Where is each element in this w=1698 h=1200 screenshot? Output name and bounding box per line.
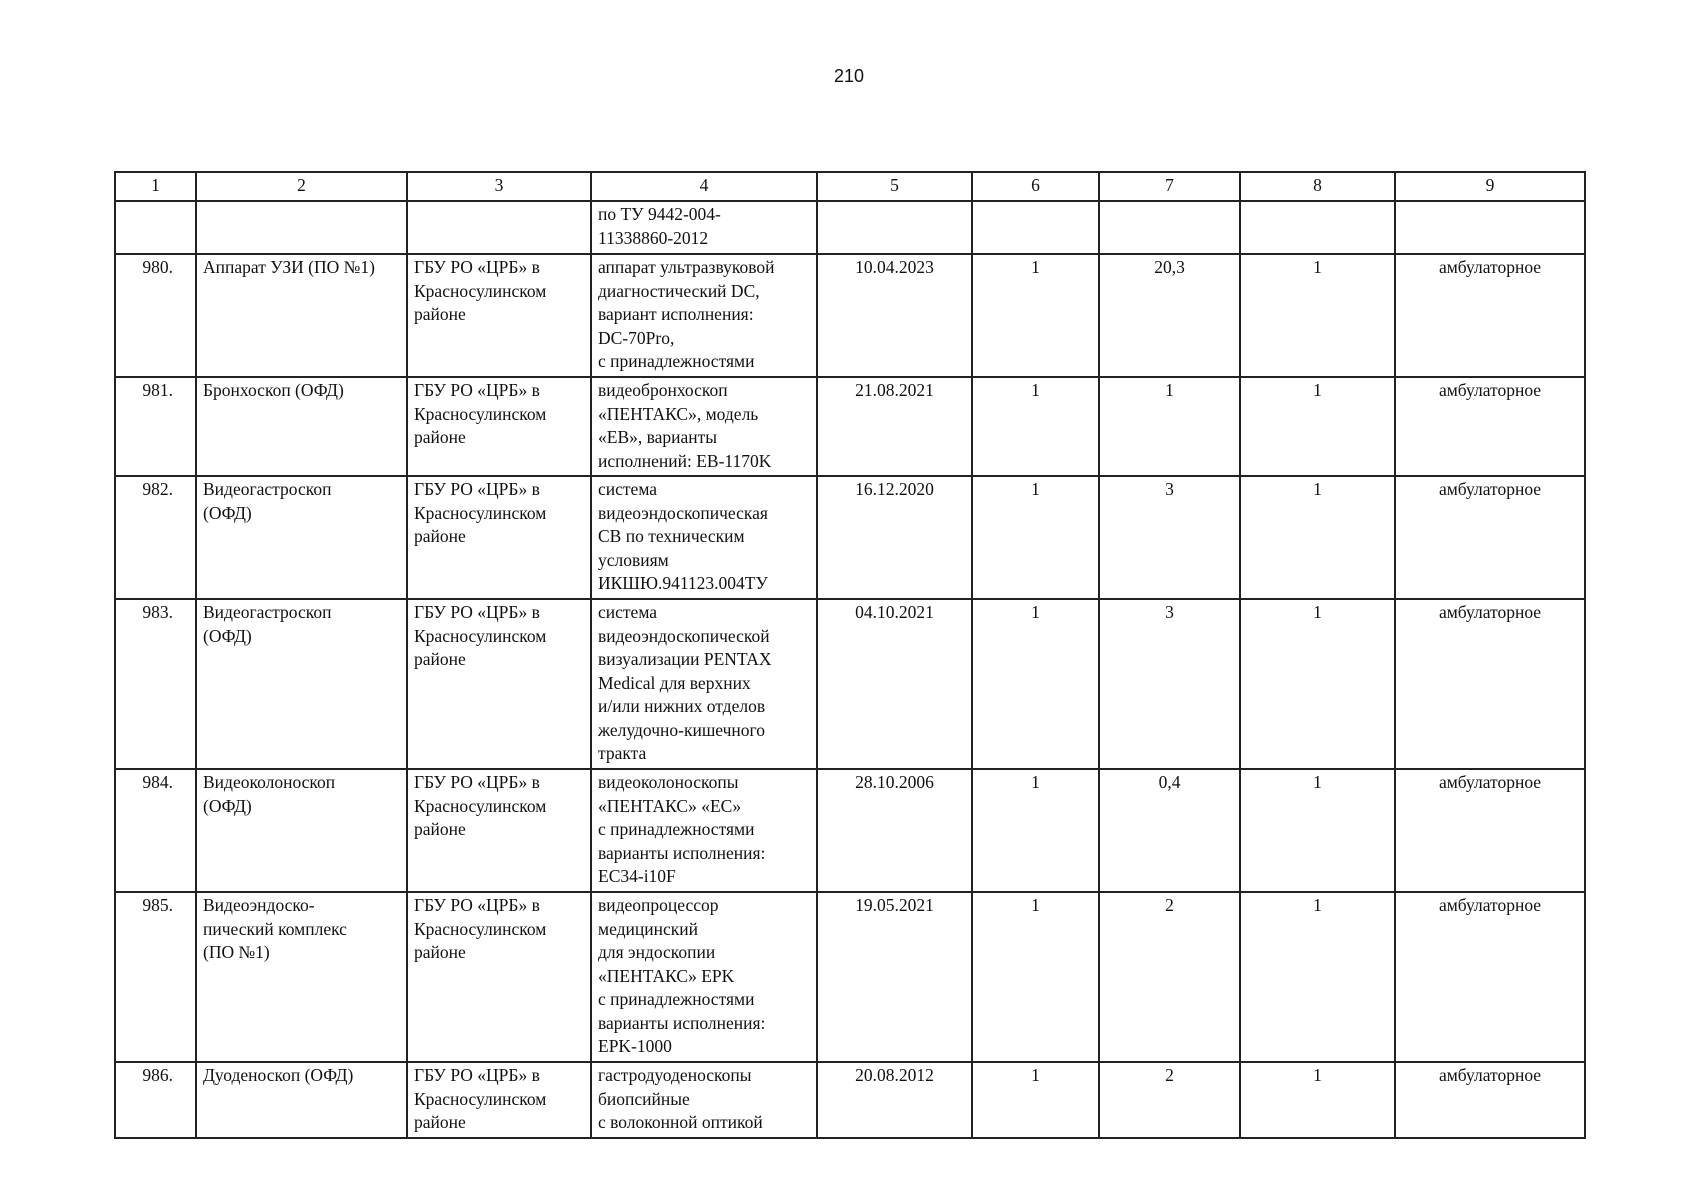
table-row: [115, 201, 1585, 254]
row-number: 986.: [115, 1062, 196, 1138]
equipment-name: Бронхоскоп (ОФД): [196, 377, 407, 476]
table-row: [115, 254, 1585, 377]
equipment-name: Видеогастроскоп (ОФД): [196, 599, 407, 769]
column-7-cell: 3: [1099, 476, 1240, 599]
date-cell: 10.04.2023: [817, 254, 972, 377]
date-cell: 04.10.2021: [817, 599, 972, 769]
column-6-cell: 1: [972, 1062, 1099, 1138]
equipment-description: по ТУ 9442-004- 11338860-2012: [591, 201, 817, 254]
column-header: 6: [972, 172, 1099, 201]
equipment-name: Дуоденоскоп (ОФД): [196, 1062, 407, 1138]
column-7-cell: 3: [1099, 599, 1240, 769]
care-type-cell: амбулаторное: [1395, 599, 1585, 769]
date-cell: [817, 201, 972, 254]
date-cell: 20.08.2012: [817, 1062, 972, 1138]
column-6-cell: 1: [972, 254, 1099, 377]
column-6-cell: 1: [972, 377, 1099, 476]
equipment-description: система видеоэндоскопическая CB по техническим условиям ИКШЮ.941123.004ТУ: [591, 476, 817, 599]
column-7-cell: [1099, 201, 1240, 254]
column-6-cell: 1: [972, 892, 1099, 1062]
column-header: 9: [1395, 172, 1585, 201]
column-8-cell: 1: [1240, 769, 1395, 892]
column-8-cell: 1: [1240, 254, 1395, 377]
organization: ГБУ РО «ЦРБ» в Красносулинском районе: [407, 1062, 591, 1138]
equipment-description: гастродуоденоскопы биопсийные с волоконной оптикой: [591, 1062, 817, 1138]
care-type-cell: амбулаторное: [1395, 1062, 1585, 1138]
column-header: 7: [1099, 172, 1240, 201]
organization: ГБУ РО «ЦРБ» в Красносулинском районе: [407, 377, 591, 476]
column-8-cell: [1240, 201, 1395, 254]
organization: ГБУ РО «ЦРБ» в Красносулинском районе: [407, 476, 591, 599]
page-number: 210: [833, 66, 865, 86]
column-6-cell: 1: [972, 769, 1099, 892]
date-cell: 16.12.2020: [817, 476, 972, 599]
column-6-cell: [972, 201, 1099, 254]
column-7-cell: 1: [1099, 377, 1240, 476]
equipment-description: видеобронхоскоп «ПЕНТАКС», модель «EB», варианты исполнений: EB-1170K: [591, 377, 817, 476]
equipment-description: видеоколоноскопы «ПЕНТАКС» «EC» с принадлежностями варианты исполнения: EC34-i10F: [591, 769, 817, 892]
equipment-name: Видеоэндоско- пический комплекс (ПО №1): [196, 892, 407, 1062]
column-header: 5: [817, 172, 972, 201]
table-row: [115, 599, 1585, 769]
table-row: [115, 1062, 1585, 1138]
equipment-table: [114, 171, 1586, 1139]
column-header: 8: [1240, 172, 1395, 201]
column-6-cell: 1: [972, 476, 1099, 599]
organization: ГБУ РО «ЦРБ» в Красносулинском районе: [407, 254, 591, 377]
date-cell: 28.10.2006: [817, 769, 972, 892]
column-7-cell: 2: [1099, 1062, 1240, 1138]
equipment-name: Видеоколоноскоп (ОФД): [196, 769, 407, 892]
equipment-name: Аппарат УЗИ (ПО №1): [196, 254, 407, 377]
table-row: [115, 892, 1585, 1062]
table-row: [115, 769, 1585, 892]
column-header: 4: [591, 172, 817, 201]
row-number: 983.: [115, 599, 196, 769]
column-6-cell: 1: [972, 599, 1099, 769]
column-7-cell: 20,3: [1099, 254, 1240, 377]
column-8-cell: 1: [1240, 892, 1395, 1062]
equipment-description: система видеоэндоскопической визуализации PENTAX Medical для верхних и/или нижних отделов желудочно-кишечного тракта: [591, 599, 817, 769]
organization: [407, 201, 591, 254]
column-7-cell: 0,4: [1099, 769, 1240, 892]
table-row: [115, 377, 1585, 476]
column-8-cell: 1: [1240, 476, 1395, 599]
column-7-cell: 2: [1099, 892, 1240, 1062]
row-number: 982.: [115, 476, 196, 599]
organization: ГБУ РО «ЦРБ» в Красносулинском районе: [407, 599, 591, 769]
date-cell: 19.05.2021: [817, 892, 972, 1062]
row-number: 981.: [115, 377, 196, 476]
column-8-cell: 1: [1240, 377, 1395, 476]
organization: ГБУ РО «ЦРБ» в Красносулинском районе: [407, 892, 591, 1062]
care-type-cell: амбулаторное: [1395, 377, 1585, 476]
row-number: 980.: [115, 254, 196, 377]
column-header: 3: [407, 172, 591, 201]
equipment-name: [196, 201, 407, 254]
table-header-row: [115, 172, 1585, 201]
care-type-cell: [1395, 201, 1585, 254]
table-row: [115, 476, 1585, 599]
column-header: 2: [196, 172, 407, 201]
column-header: 1: [115, 172, 196, 201]
row-number: 984.: [115, 769, 196, 892]
care-type-cell: амбулаторное: [1395, 892, 1585, 1062]
column-8-cell: 1: [1240, 599, 1395, 769]
row-number: [115, 201, 196, 254]
care-type-cell: амбулаторное: [1395, 476, 1585, 599]
care-type-cell: амбулаторное: [1395, 769, 1585, 892]
equipment-description: видеопроцессор медицинский для эндоскопии «ПЕНТАКС» EPK с принадлежностями варианты исполнения: EPK-1000: [591, 892, 817, 1062]
date-cell: 21.08.2021: [817, 377, 972, 476]
organization: ГБУ РО «ЦРБ» в Красносулинском районе: [407, 769, 591, 892]
care-type-cell: амбулаторное: [1395, 254, 1585, 377]
column-8-cell: 1: [1240, 1062, 1395, 1138]
row-number: 985.: [115, 892, 196, 1062]
equipment-description: аппарат ультразвуковой диагностический DC, вариант исполнения: DC-70Pro, с принадлежностями: [591, 254, 817, 377]
equipment-name: Видеогастроскоп (ОФД): [196, 476, 407, 599]
